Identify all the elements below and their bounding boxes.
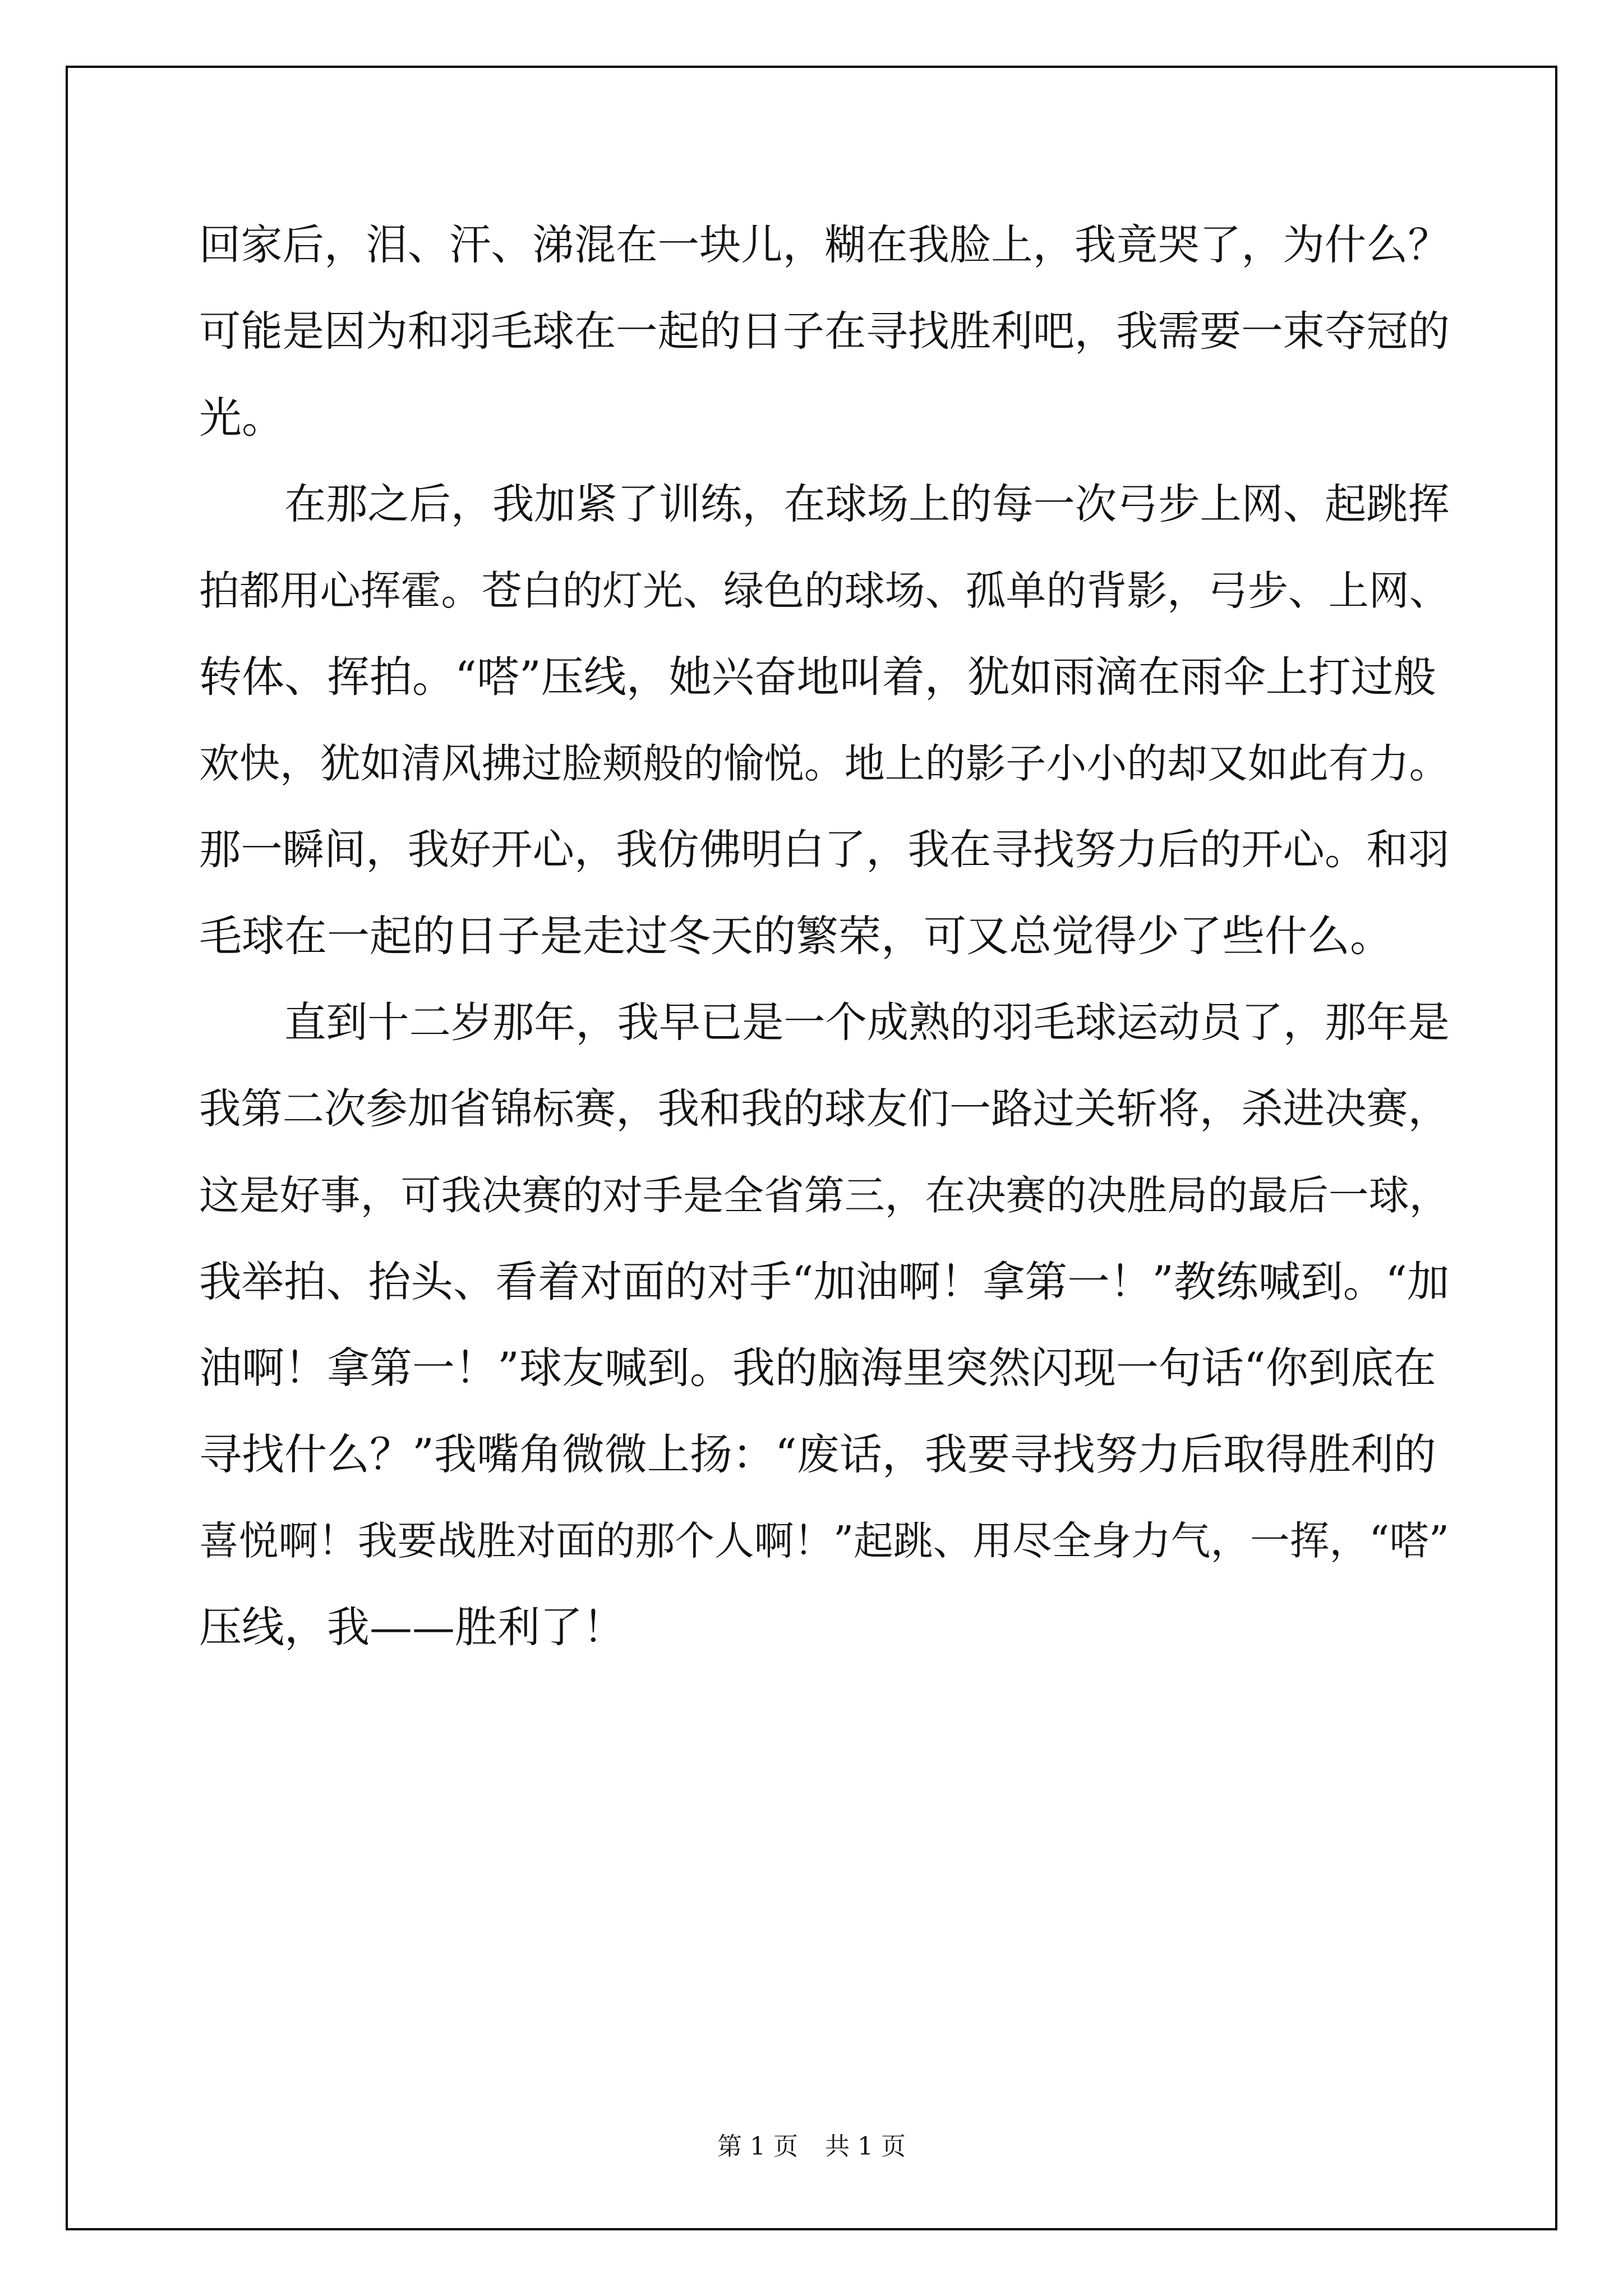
text-line: 直到十二岁那年，我早已是一个成熟的羽毛球运动员了，那年是 [284, 998, 1450, 1047]
text-line: 压线，我——胜利了！ [199, 1602, 625, 1652]
page-total: 共 1 页 [825, 2132, 906, 2161]
text-line: 光。 [199, 393, 284, 443]
text-line: 这是好事，可我决赛的对手是全省第三，在决赛的决胜局的最后一球， [199, 1172, 1450, 1219]
text-line: 转体、挥拍。“嗒”压线，她兴奋地叫着，犹如雨滴在雨伞上打过般 [199, 652, 1436, 702]
text-line: 寻找什么？”我嘴角微微上扬：“废话，我要寻找努力后取得胜利的 [199, 1429, 1436, 1479]
text-line: 喜悦啊！我要战胜对面的那个人啊！”起跳、用尽全身力气，一挥，“嗒” [199, 1517, 1450, 1564]
text-line: 欢快，犹如清风拂过脸颊般的愉悦。地上的影子小小的却又如此有力。 [199, 740, 1450, 787]
text-line: 那一瞬间，我好开心，我仿佛明白了，我在寻找努力后的开心。和羽 [199, 825, 1450, 874]
page-footer [0, 2126, 1623, 2162]
text-line: 我第二次参加省锦标赛，我和我的球友们一路过关斩将，杀进决赛， [199, 1084, 1450, 1133]
text-line: 可能是因为和羽毛球在一起的日子在寻找胜利吧，我需要一束夺冠的 [199, 307, 1450, 356]
text-line: 我举拍、抬头、看着对面的对手“加油啊！拿第一！”教练喊到。“加 [199, 1257, 1450, 1306]
text-line: 在那之后，我加紧了训练，在球场上的每一次弓步上网、起跳挥 [284, 480, 1450, 528]
text-line: 毛球在一起的日子是走过冬天的繁荣，可又总觉得少了些什么。 [199, 911, 1393, 961]
document-body [199, 202, 1450, 1671]
text-line: 油啊！拿第一！”球友喊到。我的脑海里突然闪现一句话“你到底在 [199, 1343, 1436, 1393]
page-number: 第 1 页 [717, 2132, 798, 2161]
text-line: 拍都用心挥霍。苍白的灯光、绿色的球场、孤单的背影，弓步、上网、 [199, 567, 1450, 614]
text-line: 回家后，泪、汗、涕混在一块儿，糊在我脸上，我竟哭了，为什么？ [199, 220, 1450, 269]
